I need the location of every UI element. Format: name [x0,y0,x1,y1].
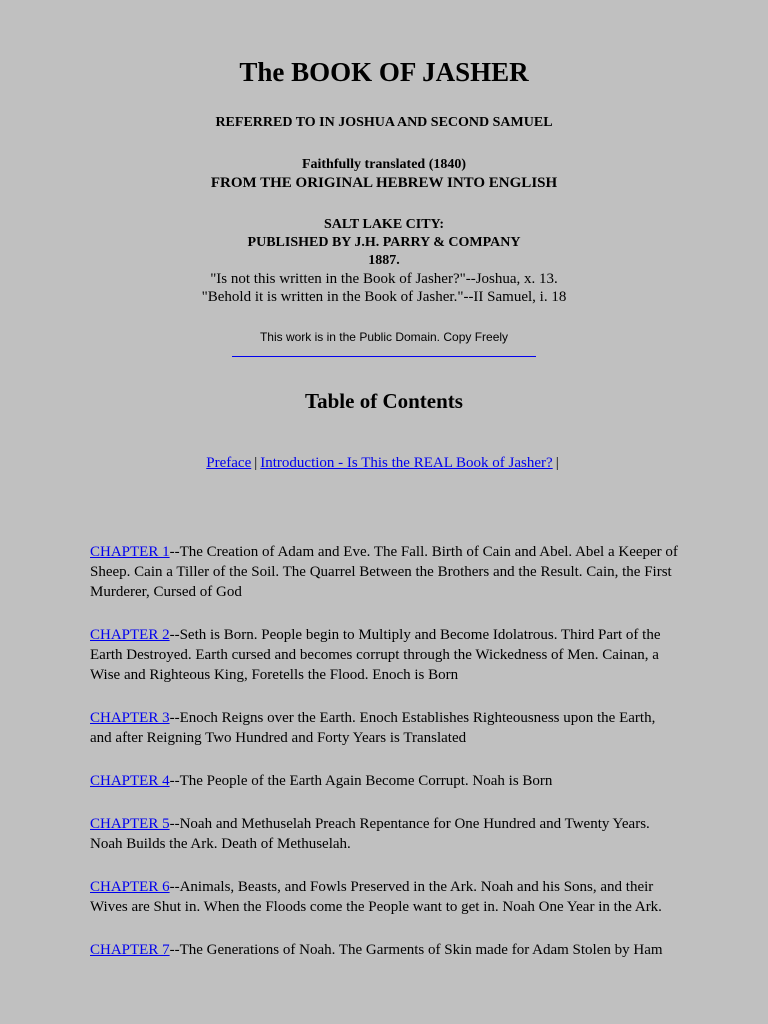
publisher-city: SALT LAKE CITY: [323,217,445,232]
chapter-5-description: --Noah and Methuselah Preach Repentance for One Hundred and Twenty Years. Noah Builds the Ark. Death of Methuselah. [90,816,650,852]
link-separator: | [254,455,258,471]
translation-year: Faithfully translated (1840) [301,157,467,172]
public-domain-note: This work is in the Public Domain. Copy Freely [259,330,509,344]
introduction-link[interactable]: Introduction - Is This the REAL Book of Jasher? [260,455,553,471]
translation-source: FROM THE ORIGINAL HEBREW INTO ENGLISH [210,175,558,191]
chapter-entry [90,814,680,854]
horizontal-rule [232,356,536,357]
preface-link[interactable]: Preface [206,455,252,471]
chapter-4-link[interactable]: CHAPTER 4 [90,773,170,789]
chapter-2-link[interactable]: CHAPTER 2 [90,627,170,643]
publisher-name: PUBLISHED BY J.H. PARRY & COMPANY [247,235,521,250]
toc-top-links [0,453,768,473]
chapter-3-link[interactable]: CHAPTER 3 [90,710,170,726]
chapter-6-description: --Animals, Beasts, and Fowls Preserved in the Ark. Noah and his Sons, and their Wives are Shut in. When the Floods come the People want to get in. Noah One Year in the Ark. [90,879,662,915]
toc-heading: Table of Contents [305,389,463,413]
quote-joshua: "Is not this written in the Book of Jasher?"--Joshua, x. 13. [210,271,558,287]
chapter-list [90,542,680,983]
chapter-1-link[interactable]: CHAPTER 1 [90,544,170,560]
chapter-1-description: --The Creation of Adam and Eve. The Fall. Birth of Cain and Abel. Abel a Keeper of Sheep. Cain a Tiller of the Soil. The Quarrel Between the Brothers and the Result. Cain, the First Murderer, Cursed of God [90,544,678,600]
publisher-info [0,216,768,306]
translation-info [0,156,768,192]
chapter-entry [90,708,680,748]
chapter-4-description: --The People of the Earth Again Become Corrupt. Noah is Born [169,773,553,789]
chapter-entry [90,771,680,791]
chapter-entry [90,542,680,602]
quote-samuel: "Behold it is written in the Book of Jasher."--II Samuel, i. 18 [201,289,567,305]
chapter-entry [90,877,680,917]
chapter-3-description: --Enoch Reigns over the Earth. Enoch Establishes Righteousness upon the Earth, and after Reigning Two Hundred and Forty Years is Translated [90,710,656,746]
book-subtitle: REFERRED TO IN JOSHUA AND SECOND SAMUEL [215,115,553,130]
chapter-entry [90,940,680,960]
chapter-7-description: --The Generations of Noah. The Garments of Skin made for Adam Stolen by Ham [169,942,663,958]
book-title: The BOOK OF JASHER [239,57,529,87]
chapter-2-description: --Seth is Born. People begin to Multiply and Become Idolatrous. Third Part of the Earth Destroyed. Earth cursed and becomes corrupt through the Wickedness of Men. Cainan, a Wise and Righteous King, Foretells the Flood. Enoch is Born [90,627,661,683]
chapter-7-link[interactable]: CHAPTER 7 [90,942,170,958]
link-separator: | [555,455,559,471]
chapter-entry [90,625,680,685]
publisher-year: 1887. [368,253,400,268]
chapter-5-link[interactable]: CHAPTER 5 [90,816,170,832]
chapter-6-link[interactable]: CHAPTER 6 [90,879,170,895]
